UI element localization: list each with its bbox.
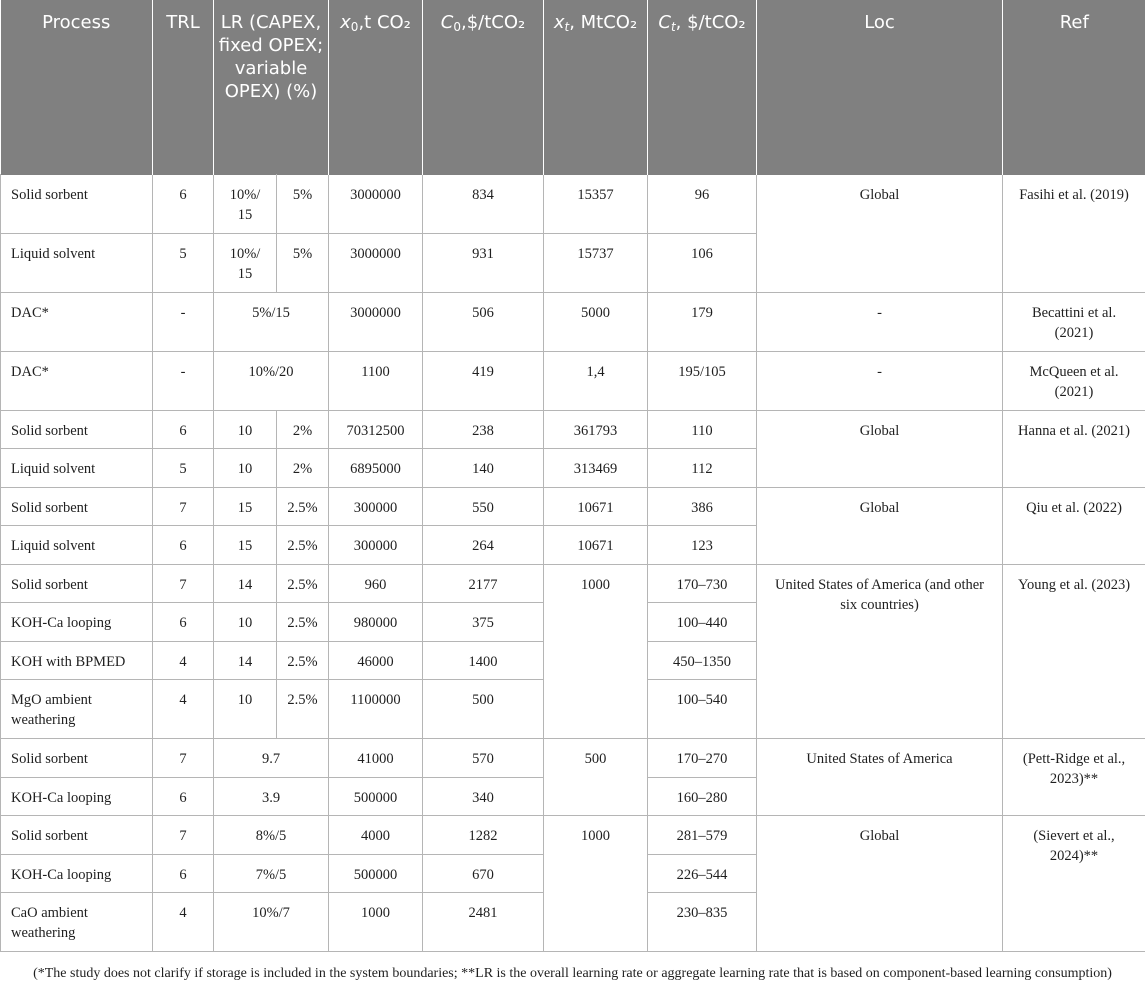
cell-process: DAC* bbox=[1, 292, 153, 351]
cell-lr-capex: 10 bbox=[214, 410, 277, 449]
cell-c0: 238 bbox=[423, 410, 544, 449]
cell-xt: 500 bbox=[544, 739, 648, 816]
cell-process: KOH-Ca looping bbox=[1, 854, 153, 893]
cell-trl: 6 bbox=[153, 854, 214, 893]
table-header bbox=[1, 0, 1145, 174]
cell-ref: (Pett-Ridge et al., 2023)** bbox=[1003, 739, 1145, 816]
cell-process: DAC* bbox=[1, 351, 153, 410]
cell-c0: 506 bbox=[423, 292, 544, 351]
cell-c0: 1400 bbox=[423, 641, 544, 680]
cell-ref: (Sievert et al., 2024)** bbox=[1003, 816, 1145, 952]
cell-trl: 4 bbox=[153, 680, 214, 739]
cell-process: MgO ambient weathering bbox=[1, 680, 153, 739]
cell-trl: 5 bbox=[153, 449, 214, 488]
cell-lr-opex: 2.5% bbox=[277, 680, 329, 739]
cell-process: KOH-Ca looping bbox=[1, 777, 153, 816]
cell-xt: 10671 bbox=[544, 526, 648, 565]
cell-x0: 960 bbox=[329, 564, 423, 603]
cell-lr-opex: 2.5% bbox=[277, 641, 329, 680]
cell-trl: - bbox=[153, 351, 214, 410]
cell-x0: 1100000 bbox=[329, 680, 423, 739]
col-xt: $x_t$, MtCO₂ bbox=[544, 0, 648, 174]
table-row bbox=[1, 174, 1145, 233]
cell-loc: Global bbox=[757, 487, 1003, 564]
cell-c0: 670 bbox=[423, 854, 544, 893]
table-body bbox=[1, 174, 1145, 952]
cell-ct: 450–1350 bbox=[648, 641, 757, 680]
cell-xt: 10671 bbox=[544, 487, 648, 526]
cell-c0: 375 bbox=[423, 603, 544, 642]
cell-c0: 834 bbox=[423, 174, 544, 233]
cell-x0: 1100 bbox=[329, 351, 423, 410]
cell-lr-opex: 2.5% bbox=[277, 526, 329, 565]
cell-process: Solid sorbent bbox=[1, 816, 153, 855]
cell-lr-opex: 2.5% bbox=[277, 487, 329, 526]
cell-process: Solid sorbent bbox=[1, 487, 153, 526]
cell-x0: 300000 bbox=[329, 487, 423, 526]
cell-xt: 313469 bbox=[544, 449, 648, 488]
cell-ct: 100–540 bbox=[648, 680, 757, 739]
cell-c0: 419 bbox=[423, 351, 544, 410]
cell-xt: 15357 bbox=[544, 174, 648, 233]
cell-loc: Global bbox=[757, 816, 1003, 952]
cell-loc: - bbox=[757, 351, 1003, 410]
cell-x0: 4000 bbox=[329, 816, 423, 855]
cell-trl: 6 bbox=[153, 526, 214, 565]
cell-trl: 6 bbox=[153, 603, 214, 642]
cell-lr-capex: 15 bbox=[214, 526, 277, 565]
cell-process: Liquid solvent bbox=[1, 449, 153, 488]
col-lr: LR (CAPEX, fixed OPEX; variable OPEX) (%) bbox=[214, 0, 329, 174]
cell-trl: 5 bbox=[153, 233, 214, 292]
cell-xt: 15737 bbox=[544, 233, 648, 292]
cell-ref: Hanna et al. (2021) bbox=[1003, 410, 1145, 487]
cell-trl: 4 bbox=[153, 641, 214, 680]
cell-lr-capex: 10 bbox=[214, 449, 277, 488]
cell-x0: 3000000 bbox=[329, 292, 423, 351]
cell-ref: Qiu et al. (2022) bbox=[1003, 487, 1145, 564]
cell-c0: 550 bbox=[423, 487, 544, 526]
col-process: Process bbox=[1, 0, 153, 174]
cell-c0: 340 bbox=[423, 777, 544, 816]
cell-lr: 7%/5 bbox=[214, 854, 329, 893]
cell-c0: 2177 bbox=[423, 564, 544, 603]
cell-xt: 1000 bbox=[544, 816, 648, 952]
cell-process: Solid sorbent bbox=[1, 410, 153, 449]
cell-ct: 112 bbox=[648, 449, 757, 488]
cell-ct: 106 bbox=[648, 233, 757, 292]
cell-process: KOH-Ca looping bbox=[1, 603, 153, 642]
cell-lr-opex: 2.5% bbox=[277, 603, 329, 642]
cell-trl: 7 bbox=[153, 564, 214, 603]
cell-trl: 6 bbox=[153, 410, 214, 449]
cell-c0: 264 bbox=[423, 526, 544, 565]
cell-lr-capex: 10 bbox=[214, 603, 277, 642]
cell-ct: 226–544 bbox=[648, 854, 757, 893]
cell-trl: 7 bbox=[153, 816, 214, 855]
table-row bbox=[1, 410, 1145, 449]
cell-trl: 7 bbox=[153, 739, 214, 778]
cell-loc: - bbox=[757, 292, 1003, 351]
cell-x0: 1000 bbox=[329, 893, 423, 952]
cell-x0: 70312500 bbox=[329, 410, 423, 449]
table-row bbox=[1, 739, 1145, 778]
cell-c0: 140 bbox=[423, 449, 544, 488]
cell-x0: 41000 bbox=[329, 739, 423, 778]
cell-lr: 10%/20 bbox=[214, 351, 329, 410]
cell-process: Solid sorbent bbox=[1, 739, 153, 778]
cell-ct: 123 bbox=[648, 526, 757, 565]
cell-ct: 110 bbox=[648, 410, 757, 449]
cell-lr: 10%/7 bbox=[214, 893, 329, 952]
cell-c0: 2481 bbox=[423, 893, 544, 952]
cell-lr-opex: 2% bbox=[277, 449, 329, 488]
cell-c0: 1282 bbox=[423, 816, 544, 855]
cell-lr-capex: 10%/ 15 bbox=[214, 233, 277, 292]
cell-ct: 230–835 bbox=[648, 893, 757, 952]
cell-loc: Global bbox=[757, 174, 1003, 292]
cell-xt: 5000 bbox=[544, 292, 648, 351]
cell-x0: 6895000 bbox=[329, 449, 423, 488]
cell-trl: 4 bbox=[153, 893, 214, 952]
cell-ct: 96 bbox=[648, 174, 757, 233]
cell-xt: 1000 bbox=[544, 564, 648, 739]
table-row bbox=[1, 292, 1145, 351]
cell-lr: 8%/5 bbox=[214, 816, 329, 855]
cell-ct: 195/105 bbox=[648, 351, 757, 410]
cell-ct: 170–270 bbox=[648, 739, 757, 778]
cell-ref: McQueen et al. (2021) bbox=[1003, 351, 1145, 410]
cell-ct: 170–730 bbox=[648, 564, 757, 603]
cell-ct: 386 bbox=[648, 487, 757, 526]
cell-trl: 7 bbox=[153, 487, 214, 526]
cell-x0: 300000 bbox=[329, 526, 423, 565]
cell-lr-opex: 5% bbox=[277, 174, 329, 233]
cell-ref: Fasihi et al. (2019) bbox=[1003, 174, 1145, 292]
cell-loc: United States of America bbox=[757, 739, 1003, 816]
cell-c0: 931 bbox=[423, 233, 544, 292]
cell-process: KOH with BPMED bbox=[1, 641, 153, 680]
cell-x0: 500000 bbox=[329, 854, 423, 893]
cell-loc: Global bbox=[757, 410, 1003, 487]
cell-ref: Young et al. (2023) bbox=[1003, 564, 1145, 739]
cell-lr-capex: 14 bbox=[214, 564, 277, 603]
cell-lr: 3.9 bbox=[214, 777, 329, 816]
col-ct: $C_t$, $/tCO₂ bbox=[648, 0, 757, 174]
cell-xt: 361793 bbox=[544, 410, 648, 449]
cell-ct: 179 bbox=[648, 292, 757, 351]
col-c0: $C_0,\$$/tCO₂ bbox=[423, 0, 544, 174]
cell-x0: 3000000 bbox=[329, 233, 423, 292]
cell-lr-capex: 15 bbox=[214, 487, 277, 526]
cell-trl: 6 bbox=[153, 777, 214, 816]
cell-lr-capex: 10 bbox=[214, 680, 277, 739]
cell-x0: 980000 bbox=[329, 603, 423, 642]
cell-process: Solid sorbent bbox=[1, 564, 153, 603]
cell-process: CaO ambient weathering bbox=[1, 893, 153, 952]
cell-process: Liquid solvent bbox=[1, 233, 153, 292]
table-row bbox=[1, 487, 1145, 526]
col-ref: Ref bbox=[1003, 0, 1145, 174]
cell-x0: 3000000 bbox=[329, 174, 423, 233]
cell-lr-opex: 2% bbox=[277, 410, 329, 449]
col-x0: $x_0,t$ CO₂ bbox=[329, 0, 423, 174]
col-loc: Loc bbox=[757, 0, 1003, 174]
cell-process: Solid sorbent bbox=[1, 174, 153, 233]
cell-c0: 500 bbox=[423, 680, 544, 739]
cell-lr-opex: 2.5% bbox=[277, 564, 329, 603]
cell-ct: 100–440 bbox=[648, 603, 757, 642]
cell-ref: Becattini et al. (2021) bbox=[1003, 292, 1145, 351]
cell-x0: 500000 bbox=[329, 777, 423, 816]
cell-lr-capex: 10%/ 15 bbox=[214, 174, 277, 233]
cell-trl: 6 bbox=[153, 174, 214, 233]
cell-ct: 160–280 bbox=[648, 777, 757, 816]
cell-trl: - bbox=[153, 292, 214, 351]
cell-x0: 46000 bbox=[329, 641, 423, 680]
cell-lr-opex: 5% bbox=[277, 233, 329, 292]
cell-lr: 5%/15 bbox=[214, 292, 329, 351]
table-footnote: (*The study does not clarify if storage is included in the system boundaries; **LR is the overall learning rate or aggregate learning rate that is based on component-based learning consumption) bbox=[33, 966, 1112, 981]
cell-process: Liquid solvent bbox=[1, 526, 153, 565]
cell-loc: United States of America (and other six countries) bbox=[757, 564, 1003, 739]
table-row bbox=[1, 564, 1145, 603]
table-row bbox=[1, 816, 1145, 855]
table-row bbox=[1, 351, 1145, 410]
col-trl: TRL bbox=[153, 0, 214, 174]
cell-ct: 281–579 bbox=[648, 816, 757, 855]
cell-lr-capex: 14 bbox=[214, 641, 277, 680]
cell-xt: 1,4 bbox=[544, 351, 648, 410]
cell-lr: 9.7 bbox=[214, 739, 329, 778]
cell-c0: 570 bbox=[423, 739, 544, 778]
